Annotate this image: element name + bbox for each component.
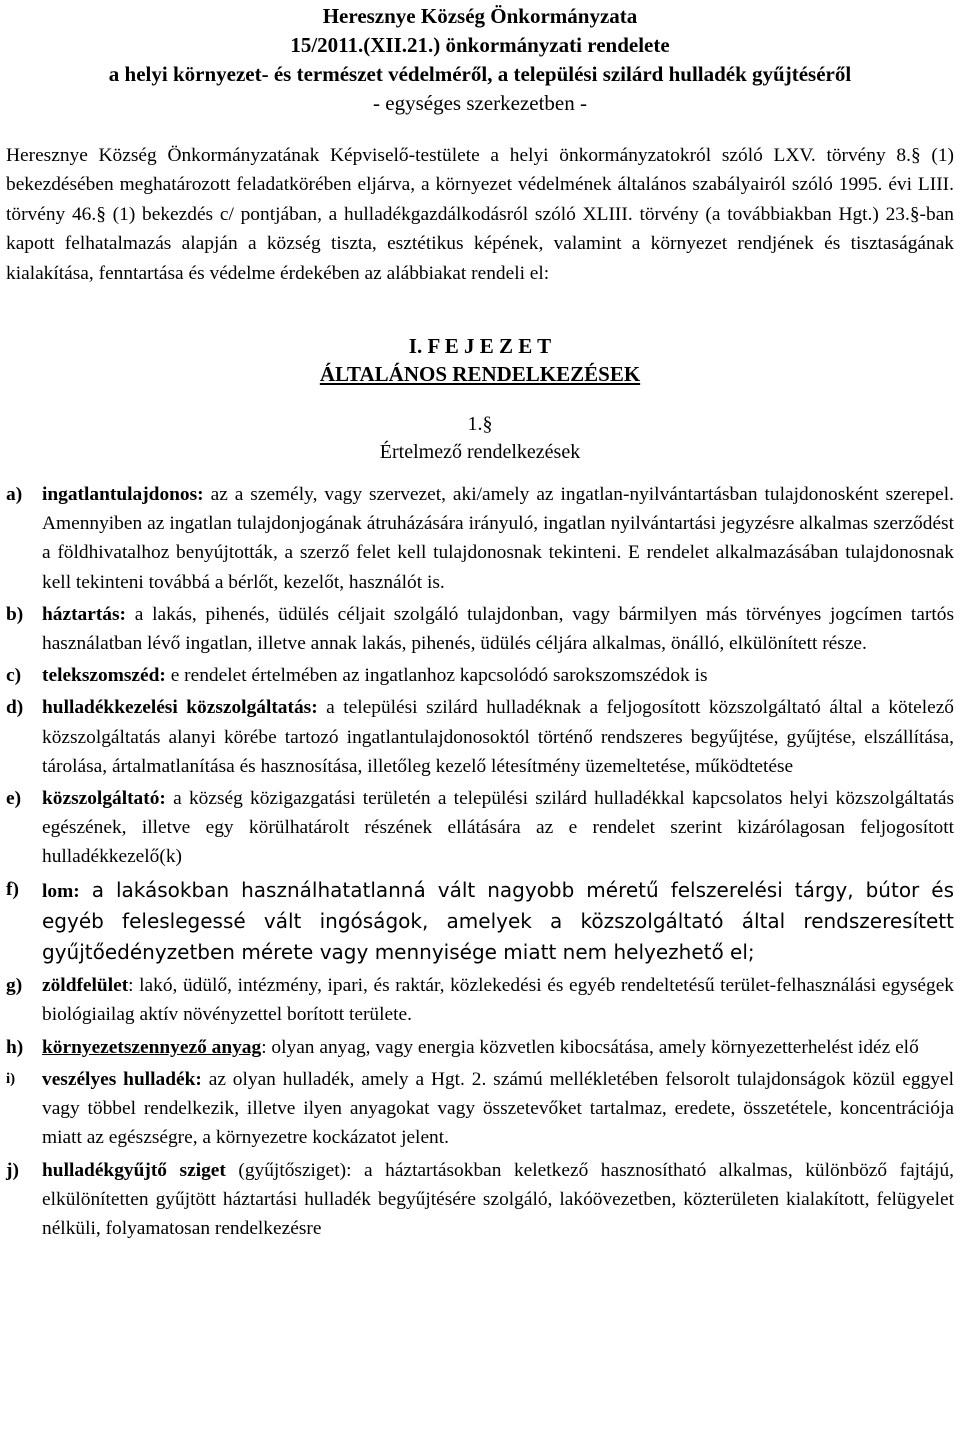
definition-term: közszolgáltató: — [42, 788, 166, 810]
decree-number: 15/2011.(XII.21.) önkormányzati rendelete — [290, 33, 670, 57]
item-marker: g) — [6, 975, 23, 997]
definition-item — [6, 875, 954, 969]
definition-text: : olyan anyag, vagy energia közvetlen kibocsátása, amely környezetterhelést idéz elő — [261, 1036, 919, 1058]
definition-item — [6, 784, 954, 872]
item-marker: a) — [6, 484, 23, 506]
definition-term: környezetszennyező anyag — [42, 1036, 262, 1058]
definition-item — [6, 693, 954, 781]
definition-term: telekszomszéd: — [42, 665, 166, 687]
item-marker: e) — [6, 788, 22, 810]
definitions-list — [6, 480, 954, 1243]
preamble-paragraph: Heresznye Község Önkormányzatának Képviselő-testülete a helyi önkormányzatokról szóló LXV. törvény 8.§ (1) bekezdésében meghatározott feladatkörében eljárva, a környezet védelmének általános szabályairól szóló 1995. évi LIII. törvény 46.§ (1) bekezdés c/ pontjában, a hulladékgazdálkodásról szóló XLIII. törvény (a továbbiakban Hgt.) 23.§-ban kapott felhatalmazás alapján a község tiszta, esztétikus képének, valamint a környezet rendjének és tisztaságának kialakítása, fenntartása és védelme érdekében az alábbiakat rendeli el: — [6, 145, 954, 284]
definition-text: a lakás, pihenés, üdülés céljait szolgáló tulajdonban, vagy bármilyen más törvényes jogcímen tartós használatban lévő ingatlan, illetve annak lakás, pihenés, üdülés céljára alkalmas, önálló, elkülönített része. — [42, 603, 954, 655]
definition-term: háztartás: — [42, 603, 127, 625]
definition-item — [6, 1033, 954, 1062]
definition-text: az a személy, vagy szervezet, aki/amely az ingatlan-nyilvántartásban tulajdonosként szerepel. Amennyiben az ingatlan tulajdonjogának átruházására irányuló, ingatlan nyilvántartási jegyzésre alkalmas szerződést a földhivatalhoz benyújtották, a szerző felet kell tulajdonosnak tekinteni. E rendelet alkalmazásában tulajdonosnak kell tekinteni továbbá a bérlőt, kezelőt, használót is. — [42, 484, 954, 593]
definition-item — [6, 1065, 954, 1153]
definition-item — [6, 661, 954, 690]
definition-term: hulladékgyűjtő sziget — [42, 1159, 226, 1181]
item-marker: b) — [6, 603, 24, 625]
definition-term: zöldfelület — [42, 975, 129, 997]
item-marker: f) — [6, 878, 19, 900]
definition-text: : lakó, üdülő, intézmény, ipari, és raktár, közlekedési és egyéb rendeltetésű terület-felhasználási egységek biológiailag aktív növényzettel borított területe. — [42, 975, 954, 1026]
section-title: Értelmező rendelkezések — [379, 441, 581, 464]
definition-term: ingatlantulajdonos: — [42, 484, 204, 506]
definition-text: e rendelet értelmében az ingatlanhoz kapcsolódó sarokszomszédok is — [165, 665, 708, 687]
chapter-number: I. F E J E Z E T — [408, 334, 552, 359]
definition-text: az olyan hulladék, amely a Hgt. 2. számú mellékletében felsorolt tulajdonságok közül eggyel vagy többel rendelkezik, illetve ilyen anyagokat vagy összetevőket tartalmaz, eredete, összetétele, koncentrációja miatt az egészségre, a környezetre kockázatot jelent. — [42, 1068, 954, 1149]
definition-item — [6, 600, 954, 658]
item-marker: h) — [6, 1036, 24, 1058]
definition-text: a települési szilárd hulladéknak a feljogosított közszolgáltató által a kötelező közszolgáltatás alanyi körébe tartozó ingatlantulajdonosoktól történő rendszeres begyűjtése, gyűjtése, elszállítása, tárolása, ártalmatlanítása és hasznosítása, illetőleg kezelő létesítmény üzemeltetése, működtetése — [42, 697, 954, 777]
decree-subject: a helyi környezet- és természet védelméről, a települési szilárd hulladék gyűjtéséről — [108, 62, 852, 86]
definition-item — [6, 971, 954, 1029]
definition-term: veszélyes hulladék: — [42, 1068, 202, 1090]
municipality-name: Heresznye Község Önkormányzata — [322, 4, 638, 28]
item-marker: j) — [6, 1159, 19, 1181]
section-number: 1.§ — [467, 413, 493, 436]
document-header — [6, 2, 954, 89]
item-marker: d) — [6, 697, 24, 719]
item-marker: c) — [6, 665, 22, 687]
definition-text: a lakásokban használhatatlanná vált nagyobb méretű felszerelési tárgy, bútor és egyéb feleslegessé vált ingóságok, amelyek a közszolgáltató által rendszeresített gyűjtőedényzetben mérete vagy mennyisége miatt nem helyezhető el; — [42, 877, 954, 965]
consolidated-note: - egységes szerkezetben - — [373, 91, 587, 115]
definition-term: lom: — [42, 880, 80, 902]
definition-text: (gyűjtősziget): a háztartásokban keletkező hasznosítható alkalmas, különböző fajtájú, elkülönítetten gyűjtött háztartási hulladék begyűjtésére szolgáló, lakóövezetben, közterületen kialakított, felügyelet nélküli, folyamatosan rendelkezésre — [42, 1159, 954, 1239]
definition-item — [6, 1156, 954, 1244]
definition-item — [6, 480, 954, 597]
definition-term: hulladékkezelési közszolgáltatás: — [42, 697, 318, 719]
chapter-title: ÁLTALÁNOS RENDELKEZÉSEK — [319, 362, 641, 387]
definition-text: a község közigazgatási területén a települési szilárd hulladékkal kapcsolatos helyi közszolgáltatás egészének, illetve egy körülhatárolt részének ellátására az e rendelet szerint kizárólagosan feljogosított hulladékkezelő(k) — [42, 788, 954, 868]
item-marker: i) — [6, 1070, 16, 1087]
